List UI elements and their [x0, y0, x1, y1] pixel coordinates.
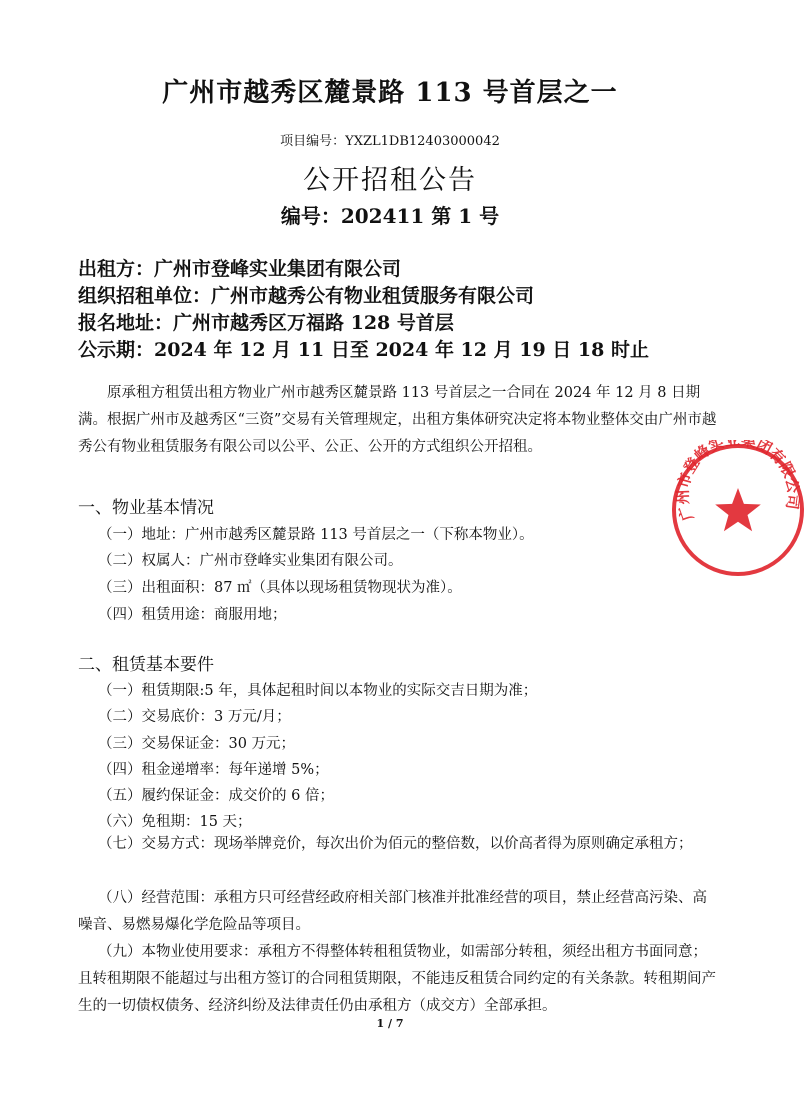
- project-number: 项目编号：YXZL1DB12403000042: [280, 134, 500, 149]
- section-2-item: （三）交易保证金：30 万元；: [98, 736, 296, 752]
- announcement-title: 公开招租公告: [303, 165, 477, 196]
- page-number: 1 / 7: [376, 1017, 404, 1030]
- section-2-item: （二）交易底价：3 万元/月；: [98, 709, 291, 725]
- section-1-item: （三）出租面积：87 ㎡（具体以现场租赁物现状为准）。: [98, 580, 462, 596]
- section-1-item: （二）权属人：广州市登峰实业集团有限公司。: [98, 553, 403, 569]
- seal-icon: [668, 440, 808, 580]
- intro-paragraph: 原承租方租赁出租方物业广州市越秀区麓景路 113 号首层之一合同在 2024 年 12 月 8 日期满。根据广州市及越秀区“三资”交易有关管理规定，出租方集体研究决定将本物业整体交由广州市越秀公有物业租赁服务有限公司以公平、公正、公开的方式组织公开招租。: [78, 385, 717, 455]
- section-1-item: （四）租赁用途：商服用地；: [98, 607, 287, 623]
- section-2-item-usage-requirements: （九）本物业使用要求：承租方不得整体转租租赁物业，如需部分转租，须经出租方书面同意；且转租期限不能超过与出租方签订的合同租赁期限，不能违反租赁合同约定的有关条款。转租期间产生的一切债权债务、经济纠纷及法律责任仍由承租方（成交方）全部承担。: [78, 944, 716, 1014]
- section-1-heading: 一、物业基本情况: [78, 498, 214, 518]
- seal-star-icon: [715, 488, 761, 531]
- section-2-item: （四）租金递增率：每年递增 5%；: [98, 762, 329, 778]
- seal-text: 广州市登峰实业集团有限公司: [673, 440, 803, 524]
- section-2-item: （一）租赁期限:5 年，具体起租时间以本物业的实际交吉日期为准；: [98, 683, 538, 699]
- lessor-line: 出租方：广州市登峰实业集团有限公司: [78, 258, 402, 280]
- section-2-heading: 二、租赁基本要件: [78, 655, 214, 675]
- section-1-item: （一）地址：广州市越秀区麓景路 113 号首层之一（下称本物业）。: [98, 527, 534, 543]
- document-title: 广州市越秀区麓景路 113 号首层之一: [162, 78, 618, 108]
- section-2-item-trade-method: （七）交易方式：现场举牌竞价，每次出价为佰元的整倍数，以价高者得为原则确定承租方；: [98, 836, 693, 852]
- section-2-item: （六）免租期：15 天；: [98, 814, 252, 830]
- company-seal: [668, 440, 808, 584]
- announcement-number: 编号：202411 第 1 号: [280, 204, 500, 228]
- organizer-line: 组织招租单位：广州市越秀公有物业租赁服务有限公司: [78, 285, 535, 307]
- section-2-item: （五）履约保证金：成交价的 6 倍；: [98, 788, 334, 804]
- publicity-period-line: 公示期：2024 年 12 月 11 日至 2024 年 12 月 19 日 18 时止: [78, 339, 649, 361]
- section-2-item-business-scope: （八）经营范围：承租方只可经营经政府相关部门核准并批准经营的项目，禁止经营高污染、高噪音、易燃易爆化学危险品等项目。: [78, 890, 707, 933]
- registration-address-line: 报名地址：广州市越秀区万福路 128 号首层: [78, 312, 454, 334]
